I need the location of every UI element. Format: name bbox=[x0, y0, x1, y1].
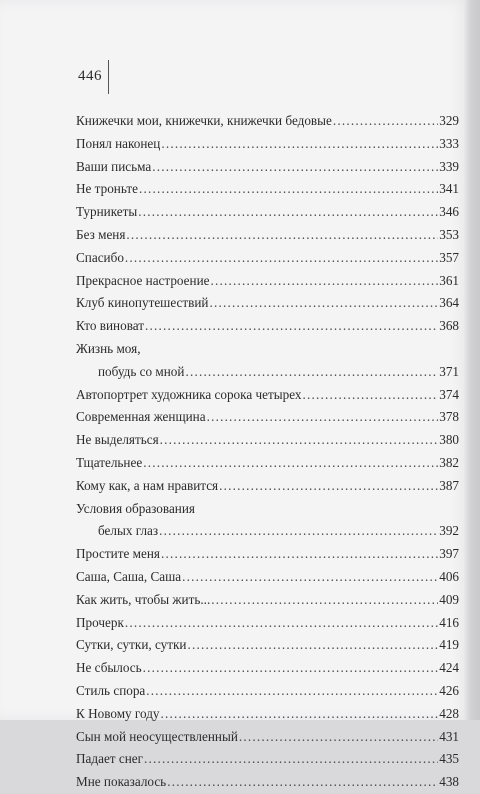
toc-leader-dots bbox=[187, 634, 438, 657]
toc-leader-dots bbox=[143, 657, 439, 680]
toc-leader-dots bbox=[167, 771, 438, 794]
toc-entry-page: 339 bbox=[439, 158, 459, 174]
toc-entry-title: Без меня bbox=[76, 226, 126, 242]
toc-entry-title: Турникеты bbox=[76, 204, 138, 220]
toc-leader-dots bbox=[146, 680, 438, 703]
toc-leader-dots bbox=[126, 224, 438, 247]
toc-entry-title: Автопортрет художника сорока четырех bbox=[76, 386, 302, 402]
toc-leader-dots bbox=[211, 589, 438, 612]
toc-entry-page: 416 bbox=[439, 614, 459, 630]
toc-leader-dots bbox=[138, 201, 438, 224]
toc-entry bbox=[76, 201, 459, 224]
toc-entry-page: 353 bbox=[439, 226, 459, 242]
toc-entry-title: Кому как, а нам нравится bbox=[76, 477, 219, 493]
toc-entry bbox=[76, 224, 459, 247]
toc-leader-dots bbox=[182, 566, 438, 589]
toc-entry bbox=[76, 703, 459, 726]
toc-entry-title: побудь со мной bbox=[98, 363, 185, 379]
toc-entry-title: Мне показалось bbox=[76, 774, 167, 790]
toc-entry bbox=[76, 634, 459, 657]
toc-leader-dots bbox=[152, 156, 438, 179]
toc-entry-page: 368 bbox=[439, 318, 459, 334]
toc-entry-title: Прочерк bbox=[76, 614, 124, 630]
toc-entry bbox=[76, 771, 459, 794]
toc-leader-dots bbox=[209, 292, 438, 315]
toc-entry bbox=[76, 748, 459, 771]
toc-entry-title: Жизнь моя, bbox=[76, 340, 141, 356]
toc-entry bbox=[76, 429, 459, 452]
toc-leader-dots bbox=[125, 247, 438, 270]
toc-entry-page: 374 bbox=[439, 386, 459, 402]
toc-entry bbox=[76, 680, 459, 703]
toc-entry-page: 380 bbox=[439, 432, 459, 448]
toc-entry-page: 333 bbox=[439, 135, 459, 151]
toc-entry bbox=[76, 292, 459, 315]
toc-entry bbox=[76, 726, 459, 749]
toc-leader-dots bbox=[159, 520, 438, 543]
toc-leader-dots bbox=[145, 315, 438, 338]
table-of-contents bbox=[76, 110, 459, 794]
toc-entry-page: 426 bbox=[439, 682, 459, 698]
toc-entry bbox=[76, 520, 459, 543]
toc-entry bbox=[76, 270, 459, 293]
toc-entry-title: белых глаз bbox=[98, 523, 159, 539]
toc-entry-title: Книжечки мои, книжечки, книжечки бедовые bbox=[76, 113, 332, 128]
toc-entry bbox=[76, 612, 459, 635]
page-edge bbox=[464, 0, 480, 720]
toc-entry bbox=[76, 315, 459, 338]
toc-entry-title: Не сбылось bbox=[76, 660, 142, 676]
toc-entry bbox=[76, 338, 459, 361]
toc-entry-title: Не выделяться bbox=[76, 432, 159, 448]
toc-entry-page: 438 bbox=[439, 774, 459, 790]
toc-entry-page: 431 bbox=[439, 728, 459, 744]
toc-entry-title: Простите меня bbox=[76, 546, 160, 562]
toc-entry-title: Условия образования bbox=[76, 500, 195, 516]
toc-leader-dots bbox=[144, 748, 438, 771]
folio-divider bbox=[108, 60, 109, 94]
toc-entry bbox=[76, 475, 459, 498]
toc-entry bbox=[76, 384, 459, 407]
toc-entry-title: Стиль спора bbox=[76, 682, 146, 698]
toc-entry bbox=[76, 178, 459, 201]
toc-entry-page: 346 bbox=[439, 204, 459, 220]
toc-leader-dots bbox=[185, 361, 438, 384]
toc-entry bbox=[76, 133, 459, 156]
toc-entry-title: Кто виноват bbox=[76, 318, 145, 334]
toc-entry-title: Как жить, чтобы жить... bbox=[76, 591, 211, 607]
toc-leader-dots bbox=[125, 612, 438, 635]
toc-entry-title: Тщательнее bbox=[76, 454, 143, 470]
toc-entry bbox=[76, 406, 459, 429]
toc-entry-page: 406 bbox=[439, 568, 459, 584]
toc-entry-page: 341 bbox=[439, 181, 459, 197]
toc-entry-page: 361 bbox=[439, 272, 459, 288]
toc-entry-title: Падает снег bbox=[76, 751, 144, 767]
toc-leader-dots bbox=[303, 384, 439, 407]
toc-entry-title: Саша, Саша, Саша bbox=[76, 568, 182, 584]
toc-leader-dots bbox=[211, 270, 439, 293]
toc-entry-title: Понял наконец bbox=[76, 135, 161, 151]
toc-leader-dots bbox=[207, 406, 439, 429]
toc-entry-page: 364 bbox=[439, 295, 459, 311]
toc-entry-title: Прекрасное настроение bbox=[76, 272, 210, 288]
toc-leader-dots bbox=[160, 429, 439, 452]
toc-leader-dots bbox=[161, 703, 439, 726]
toc-entry-page: 378 bbox=[439, 409, 459, 425]
toc-entry-page: 428 bbox=[439, 705, 459, 721]
toc-entry-title: К Новому году bbox=[76, 705, 160, 721]
toc-leader-dots bbox=[139, 178, 438, 201]
toc-entry-title: Спасибо bbox=[76, 249, 124, 265]
toc-entry-title: Современная женщина bbox=[76, 409, 206, 425]
toc-entry-title: Сутки, сутки, сутки bbox=[76, 637, 187, 653]
toc-entry-page: 435 bbox=[439, 751, 459, 767]
toc-leader-dots bbox=[219, 475, 438, 498]
toc-entry-title: Сын мой неосуществленный bbox=[76, 728, 238, 744]
toc-entry-page: 329 bbox=[439, 113, 459, 128]
toc-entry bbox=[76, 566, 459, 589]
toc-entry bbox=[76, 361, 459, 384]
toc-entry bbox=[76, 543, 459, 566]
toc-entry-page: 357 bbox=[439, 249, 459, 265]
toc-leader-dots bbox=[143, 452, 438, 475]
toc-entry-title: Клуб кинопутешествий bbox=[76, 295, 209, 311]
toc-entry-page: 424 bbox=[439, 660, 459, 676]
toc-entry bbox=[76, 110, 459, 133]
toc-entry bbox=[76, 247, 459, 270]
toc-entry bbox=[76, 156, 459, 179]
toc-entry-page: 387 bbox=[439, 477, 459, 493]
toc-entry bbox=[76, 589, 459, 612]
toc-leader-dots bbox=[161, 133, 438, 156]
toc-entry-page: 409 bbox=[439, 591, 459, 607]
toc-entry-page: 397 bbox=[439, 546, 459, 562]
toc-entry bbox=[76, 657, 459, 680]
toc-entry-page: 392 bbox=[439, 523, 459, 539]
toc-leader-dots bbox=[239, 726, 438, 749]
page-number: 446 bbox=[78, 68, 102, 84]
toc-entry-page: 371 bbox=[439, 363, 459, 379]
toc-entry bbox=[76, 452, 459, 475]
toc-entry-title: Ваши письма bbox=[76, 158, 152, 174]
toc-entry-title: Не троньте bbox=[76, 181, 138, 197]
toc-entry-page: 419 bbox=[439, 637, 459, 653]
toc-leader-dots bbox=[333, 110, 438, 133]
toc-entry bbox=[76, 498, 459, 521]
toc-entry-page: 382 bbox=[439, 454, 459, 470]
toc-leader-dots bbox=[161, 543, 438, 566]
